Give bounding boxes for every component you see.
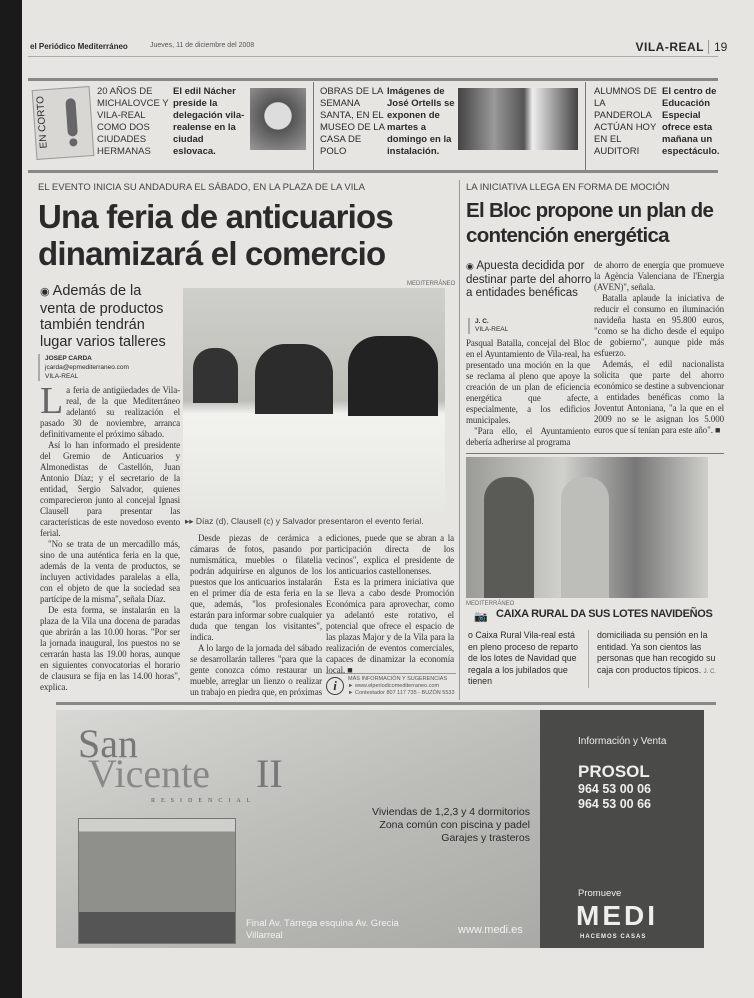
brief-divider [588,630,589,688]
strip-divider [585,82,586,170]
header-rule [28,56,718,57]
en-corto-label: EN CORTO [35,95,50,149]
ad-info-label: Información y Venta [578,736,667,747]
brief-2-kicker: OBRAS DE LA SEMANA SANTA, EN EL MUSEO DE LA CASA DE POLO [320,86,385,157]
author-name: JOSEP CARDA [45,355,92,362]
building-photo [78,818,236,944]
brief-sign: J. C. [703,668,716,675]
paragraph: "No se trata de un mercadillo más, sino de una auténtica feria en la que, además de la venta de productos, se incluyen actividades paralelas a ella, con el objeto de que la sociedad sea partícipe de la misma", señala Díaz. [40,539,180,604]
right-rule [466,453,724,454]
right-subhead-text: Apuesta decidida por destinar parte del ahorro a entidades benéficas [466,260,592,299]
paragraph: de ahorro de energía que promueve la Agència Valenciana de l'Energia (AVEN)", señala. [594,260,724,292]
paragraph: Así lo han informado el presidente del Gremio de Anticuarios y Almonedistas de Castellón, Juan Antonio Díaz; y el secretario de la entidad, Sergio Salvador, quienes comparecieron junto al concejal Ignasi Clausell para presentar las características de este novedoso evento ferial. [40,440,180,538]
brief-1-text: El edil Nácher preside la delegación vila-realense en la ciudad eslovaca. [173,86,245,157]
sculpture-photo [458,88,578,150]
left-kicker: EL EVENTO INICIA SU ANDADURA EL SÁBADO, EN LA PLAZA DE LA VILA [38,182,365,193]
bullet-icon: ◉ [466,261,477,271]
ad-address [246,918,399,942]
ad-contact-panel [540,710,704,948]
brief-title: CAIXA RURAL DA SUS LOTES NAVIDEÑOS [496,608,713,620]
column-divider [459,180,460,700]
page-number: 19 [708,40,727,54]
author-name: J. C. [475,318,489,325]
paper-name: el Periódico Mediterráneo [30,42,128,51]
press-conference-photo [183,288,445,513]
ad-feature: Viviendas de 1,2,3 y 4 dormitorios [372,806,530,818]
medi-logo: MEDI [576,900,658,931]
paragraph: Desde piezas de cerámica a cámaras de fotos, pasando por numismática, muebles o filatelia podrán adquirirse en algunos de los puestos que los anticuarios instalarán en el primer día de esta feria en la que, además, "los profesionales estarán para informar sobre cualquier duda que tengan los visitantes", indica. [190,533,322,642]
en-corto-badge [32,86,95,160]
ad-banner[interactable] [56,710,540,948]
dropcap: L [40,380,64,422]
issue-date: Jueves, 11 de diciembre del 2008 [150,42,255,49]
exclamation-dot-icon [69,138,78,147]
paragraph: Esta es la primera iniciativa que se lleva a cabo desde Promoción Económica para aprovechar, como ya adelantó este rotativo, el potencial que ofrece el espacio de las plazas Major y de la Vila para la realización de eventos comerciales, capaces de dinamizar la economía local. ■ [326,577,454,675]
strip-divider [313,82,314,170]
info-web-link[interactable]: ► www.elperiodicomediterraneo.com [348,683,440,689]
right-col-2 [594,260,724,436]
ad-phone: 964 53 00 66 [578,797,651,811]
right-subhead [466,260,592,301]
info-box-title: MÁS INFORMACIÓN Y SUGERENCIAS [348,676,448,682]
photo-credit: MEDITERRÁNEO [407,281,456,287]
brief-col-2 [597,630,719,678]
paragraph: "Para ello, el Ayuntamiento debería adherirse al programa [466,426,590,447]
ad-website[interactable]: www.medi.es [458,924,523,936]
brief-3-text: El centro de Educación Especial ofrece esta mañana un espectáculo. [662,86,720,157]
strip-rule-bottom [28,170,718,173]
author-location: VILA-REAL [475,326,509,333]
paragraph: Además, el edil nacionalista solicita que parte del ahorro económico se destine a subvencionar a entidades benéficas como la Joventut Antoniana, "a la que en el 2009 no se le asignan los 5.000 euros que sí tenían para este año". ■ [594,359,724,435]
section-name: VILA-REAL [635,40,704,54]
ad-promueve: Promueve [578,888,622,899]
ad-city: Villarreal [246,930,283,941]
right-kicker: LA INICIATIVA LLEGA EN FORMA DE MOCIÓN [466,182,670,193]
info-icon: i [326,677,344,695]
exclamation-icon [65,98,78,137]
info-box [326,673,456,697]
left-col-2 [190,533,322,698]
right-headline: El Bloc propone un plan de contención energética [466,199,714,247]
left-byline [38,354,129,381]
ad-company: PROSOL [578,762,650,781]
paragraph: ediciones, puede que se abran a la participación directa de los vecinos", explica el presidente de los anticuarios castellonenses. [326,533,454,576]
ad-street: Final Av. Tárrega esquina Av. Grecia [246,918,399,929]
ad-tagline: HACEMOS CASAS [580,934,647,940]
ad-logo-san: San [78,721,138,766]
ad-logo-ii: II [256,751,283,796]
left-col-3 [326,533,454,676]
brief-col-1: o Caixa Rural Vila-real está en pleno proceso de reparto de los lotes de Navidad que regala a los jubilados que tienen [468,630,579,686]
brief-col-2-text: domiciliada su pensión en la entidad. Ya son cientos las personas que han recogido su caja con productos típicos. [597,630,716,675]
bullet-icon: ◉ [40,286,53,298]
right-byline [468,318,508,334]
newspaper-page [22,0,754,998]
paragraph: A lo largo de la jornada del sábado se desarrollarán talleres "para que la gente conozca cómo restaurar un mueble, arreglar un lienzo o realizar un trabajo en piedra que, en próximas [190,643,323,697]
ad-rule [56,702,716,705]
ad-logo-sub: RESIDENCIAL [151,798,257,804]
camera-icon: 📷 [474,611,488,623]
author-email[interactable]: jcarda@epmediterraneo.com [45,364,129,371]
ad-features [372,806,530,845]
brief-1-kicker: 20 AÑOS DE MICHALOVCE Y VILA-REAL COMO DOS CIUDADES HERMANAS [97,86,169,157]
portrait-photo [250,88,306,150]
paragraph: Pasqual Batalla, concejal del Bloc en el Ayuntamiento de Vila-real, ha presentado una moción en la que se reclama al pleno que apoye la creación de un plan de eficiencia energética que afecte, especialmente, a los edificios municipales. [466,338,590,425]
photo-caption-text: Díaz (d), Clausell (c) y Salvador presentaron el evento ferial. [195,516,424,526]
right-col-1 [466,338,590,448]
author-location: VILA-REAL [45,373,79,380]
paragraph: De esta forma, se instalarán en la plaza de la Vila una docena de paradas que abrirán a las 10.00 horas. "Por ser la jornada inaugural, los puestos no se cerrarán hasta las 19.00 horas, aunque en siguientes convocatorias el horario de clausura se fija en las 14.00 horas", explica. [40,605,180,692]
brief-2-text: Imágenes de José Ortells se exponen de martes a domingo en la instalación. [387,86,455,157]
ad-feature: Zona común con piscina y padel [379,819,530,831]
ad-phones [578,782,651,812]
ad-phone: 964 53 00 06 [578,782,651,796]
caixa-rural-photo [466,457,708,598]
left-col-1 [40,380,180,693]
photo-caption: ▸▸ Díaz (d), Clausell (c) y Salvador presentaron el evento ferial. [185,516,424,526]
left-subhead-text: Además de la venta de productos también tendrán lugar varios talleres [40,283,166,350]
info-phone: ► Contestador 807 117 735 - BUZÓN 5533 [348,690,455,696]
ad-logo-vicente: Vicente [88,751,210,796]
left-subhead [40,283,180,350]
paragraph: Batalla aplaude la iniciativa de reducir el consumo en iluminación navideña hasta en 95.800 euros, "como se ha dicho desde el equipo de gobierno", aunque pide más esfuerzo. [594,293,724,358]
paragraph: a feria de antigüedades de Vila-real, de la que Mediterráneo adelantó su realización el pasado 30 de noviembre, arranca definitivamente el próximo sábado. [40,385,180,439]
strip-rule-top [28,78,718,81]
brief-photo-credit: MEDITERRÁNEO [466,601,515,607]
brief-3-kicker: ALUMNOS DE LA PANDEROLA ACTÚAN HOY EN EL AUDITORI [594,86,657,157]
ad-feature: Garajes y trasteros [441,832,530,844]
left-headline: Una feria de anticuarios dinamizará el comercio [38,198,393,272]
